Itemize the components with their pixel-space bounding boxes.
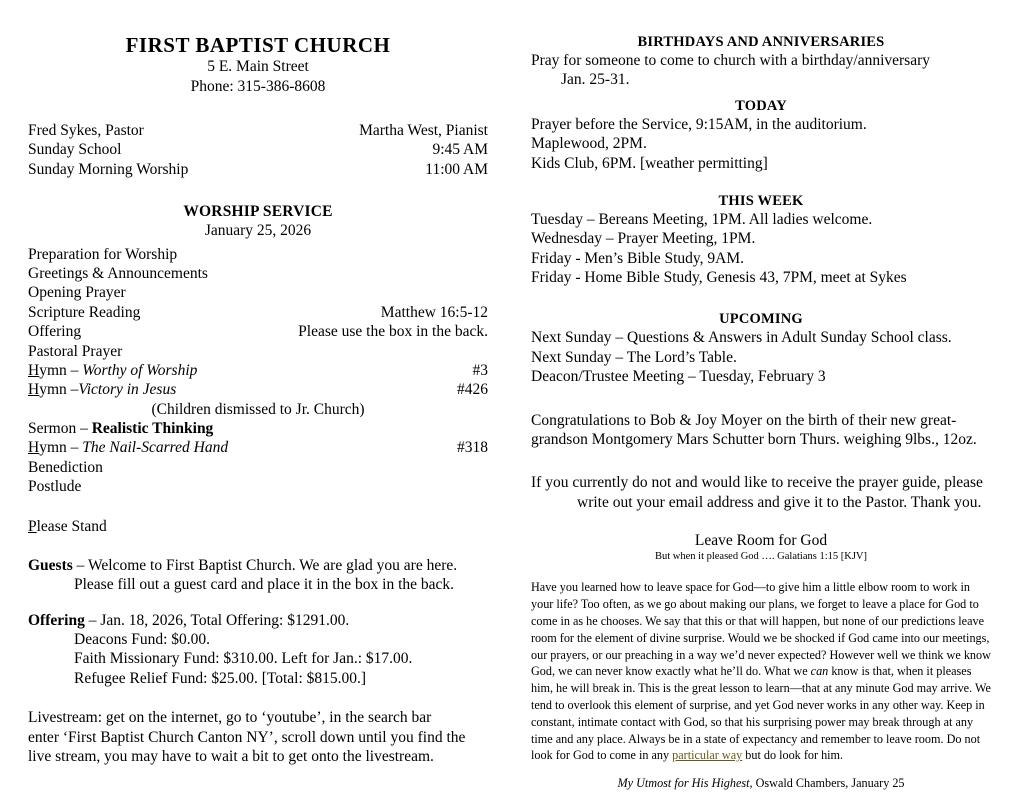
devotional-source-rest: , Oswald Chambers, January 25 — [749, 776, 905, 791]
order-item-label: Offering — [28, 323, 82, 341]
order-item-label: Preparation for Worship — [28, 245, 178, 263]
sunday-school-row — [28, 140, 488, 159]
hymn-stand-marker: H — [28, 439, 40, 457]
devotional-title: Leave Room for God — [694, 532, 828, 549]
postlude-item: Postlude — [28, 478, 82, 496]
prayer-guide-line-2: write out your email address and give it to the Pastor. Thank you. — [577, 493, 982, 511]
birthdays-heading: BIRTHDAYS AND ANNIVERSARIES — [637, 34, 885, 50]
this-week-item: Tuesday – Bereans Meeting, 1PM. All ladies welcome. — [531, 210, 873, 228]
sunday-school-label: Sunday School — [28, 141, 122, 159]
left-column — [28, 0, 488, 766]
guests-line-1: – Welcome to First Baptist Church. We are glad you are here. — [72, 556, 458, 574]
guests-line-2: Please fill out a guest card and place it in the box in the back. — [74, 576, 455, 594]
order-item — [28, 342, 488, 361]
this-week-item: Friday - Men’s Bible Study, 9AM. — [531, 249, 744, 267]
worship-service-heading: WORSHIP SERVICE — [183, 202, 333, 220]
hymn-label: ymn – — [39, 381, 79, 399]
today-item: Prayer before the Service, 9:15AM, in the auditorium. — [531, 115, 867, 133]
hymn-row — [28, 380, 488, 399]
livestream-line-3: live stream, you may have to wait a bit to get onto the livestream. — [28, 747, 434, 765]
staff-row — [28, 121, 488, 140]
church-phone: Phone: 315-386-8608 — [190, 77, 326, 95]
congratulations-line-1: Congratulations to Bob & Joy Moyer on the birth of their new great- — [531, 411, 957, 429]
order-item — [28, 322, 488, 341]
upcoming-item: Next Sunday – The Lord’s Table. — [531, 348, 737, 366]
devotional-emphasis-word: can — [810, 664, 829, 679]
order-item — [28, 283, 488, 302]
stand-marker: P — [28, 517, 37, 535]
hymn-number: #3 — [472, 361, 488, 379]
devotional-verse: But when it pleased God …. Galatians 1:15 [KJV] — [654, 550, 867, 562]
offering-line-3: Faith Missionary Fund: $310.00. Left for Jan.: $17.00. — [74, 650, 413, 668]
devotional-body-part-1: Have you learned how to leave space for God—to give him a little elbow room to work in your life? Too often, as we go about making our plans, we forget to leave a place for God to come in as he chooses. We say that this or that will happen, but none of our predictions leave room for the element of divine surprise. Would we be shocked if God came into our meetings, our prayers, or our preaching in a way we’d never expected? However well we think we know God, we can never know exactly what he’ll do. What we — [531, 580, 991, 679]
hymn-stand-marker: H — [28, 361, 40, 379]
stand-label: lease Stand — [36, 517, 107, 535]
pastor-name: Fred Sykes, Pastor — [28, 121, 144, 139]
devotional-source-title: My Utmost for His Highest — [617, 776, 750, 791]
sermon-label: Sermon – — [28, 420, 92, 438]
upcoming-item: Deacon/Trustee Meeting – Tuesday, February 3 — [531, 368, 826, 386]
pianist-name: Martha West, Pianist — [359, 121, 488, 139]
offering-line-1: – Jan. 18, 2026, Total Offering: $1291.00. — [84, 611, 350, 629]
offering-line-4: Refugee Relief Fund: $25.00. [Total: $815.00.] — [74, 669, 367, 687]
sermon-row — [28, 419, 488, 438]
guests-paragraph — [28, 556, 488, 575]
this-week-heading: THIS WEEK — [718, 192, 804, 209]
guests-label: Guests — [28, 556, 73, 574]
please-stand-legend — [28, 517, 488, 536]
hymn-title: Victory in Jesus — [78, 381, 177, 399]
order-item — [28, 264, 488, 283]
morning-worship-time: 11:00 AM — [425, 160, 488, 178]
prayer-guide-line-1: If you currently do not and would like to receive the prayer guide, please — [531, 474, 983, 492]
today-heading: TODAY — [735, 97, 787, 114]
hymn-title: Worthy of Worship — [82, 361, 198, 379]
upcoming-heading: UPCOMING — [719, 311, 803, 328]
worship-service-date: January 25, 2026 — [204, 221, 312, 239]
morning-worship-label: Sunday Morning Worship — [28, 160, 189, 178]
devotional-body — [531, 579, 991, 764]
church-name: FIRST BAPTIST CHURCH — [125, 33, 391, 57]
hymn-number: #426 — [457, 381, 488, 399]
this-week-item: Friday - Home Bible Study, Genesis 43, 7PM, meet at Sykes — [531, 269, 907, 286]
order-item-label: Greetings & Announcements — [28, 265, 208, 283]
order-item-value: Please use the box in the back. — [298, 323, 488, 341]
offering-line-2: Deacons Fund: $0.00. — [74, 631, 211, 649]
congratulations-line-2: grandson Montgomery Mars Schutter born Thurs. weighing 9lbs., 12oz. — [531, 430, 977, 448]
upcoming-item: Next Sunday – Questions & Answers in Adult Sunday School class. — [531, 329, 952, 347]
devotional-highlighted-phrase: particular way — [672, 748, 743, 763]
hymn-row — [28, 438, 488, 457]
hymn-label: ymn – — [39, 361, 83, 379]
order-item-label: Opening Prayer — [28, 284, 126, 302]
birthdays-line-1: Pray for someone to come to church with a birthday/anniversary — [531, 52, 931, 69]
sunday-school-time: 9:45 AM — [432, 141, 488, 159]
this-week-item: Wednesday – Prayer Meeting, 1PM. — [531, 230, 756, 248]
hymn-title: The Nail-Scarred Hand — [82, 439, 229, 457]
devotional-body-part-2: know is that, when it pleases him, he will break in. This is the great lesson to learn—that at any minute God may arrive. We tend to overlook this element of surprise, and yet God never works in any other way. Keep in constant, intimate contact with God, so that his surprising power may break through at any time and any place. Always be in a state of expectancy and remember to leave room. Do not look for God to come in any — [531, 664, 991, 763]
children-dismissed-note: (Children dismissed to Jr. Church) — [151, 400, 365, 418]
today-item: Maplewood, 2PM. — [531, 135, 647, 153]
devotional-attribution — [531, 776, 991, 792]
order-item-value: Matthew 16:5-12 — [380, 303, 488, 321]
birthdays-line-2: Jan. 25-31. — [561, 71, 630, 89]
church-address: 5 E. Main Street — [207, 58, 309, 76]
today-item: Kids Club, 6PM. [weather permitting] — [531, 154, 768, 172]
hymn-label: ymn – — [39, 439, 83, 457]
offering-label: Offering — [28, 611, 85, 629]
morning-worship-row — [28, 160, 488, 179]
livestream-line-2: enter ‘First Baptist Church Canton NY’, scroll down until you find the — [28, 728, 466, 746]
hymn-stand-marker: H — [28, 381, 40, 399]
benediction-item: Benediction — [28, 458, 103, 476]
hymn-number: #318 — [457, 439, 488, 457]
sermon-title: Realistic Thinking — [91, 420, 214, 438]
order-item-label: Pastoral Prayer — [28, 342, 123, 360]
order-item — [28, 303, 488, 322]
devotional-body-part-3: but do look for him. — [742, 748, 844, 763]
order-item-label: Scripture Reading — [28, 303, 141, 321]
offering-paragraph — [28, 611, 488, 630]
hymn-row — [28, 361, 488, 380]
livestream-line-1: Livestream: get on the internet, go to ‘youtube’, in the search bar — [28, 709, 432, 727]
order-item — [28, 245, 488, 264]
right-column — [531, 0, 991, 792]
